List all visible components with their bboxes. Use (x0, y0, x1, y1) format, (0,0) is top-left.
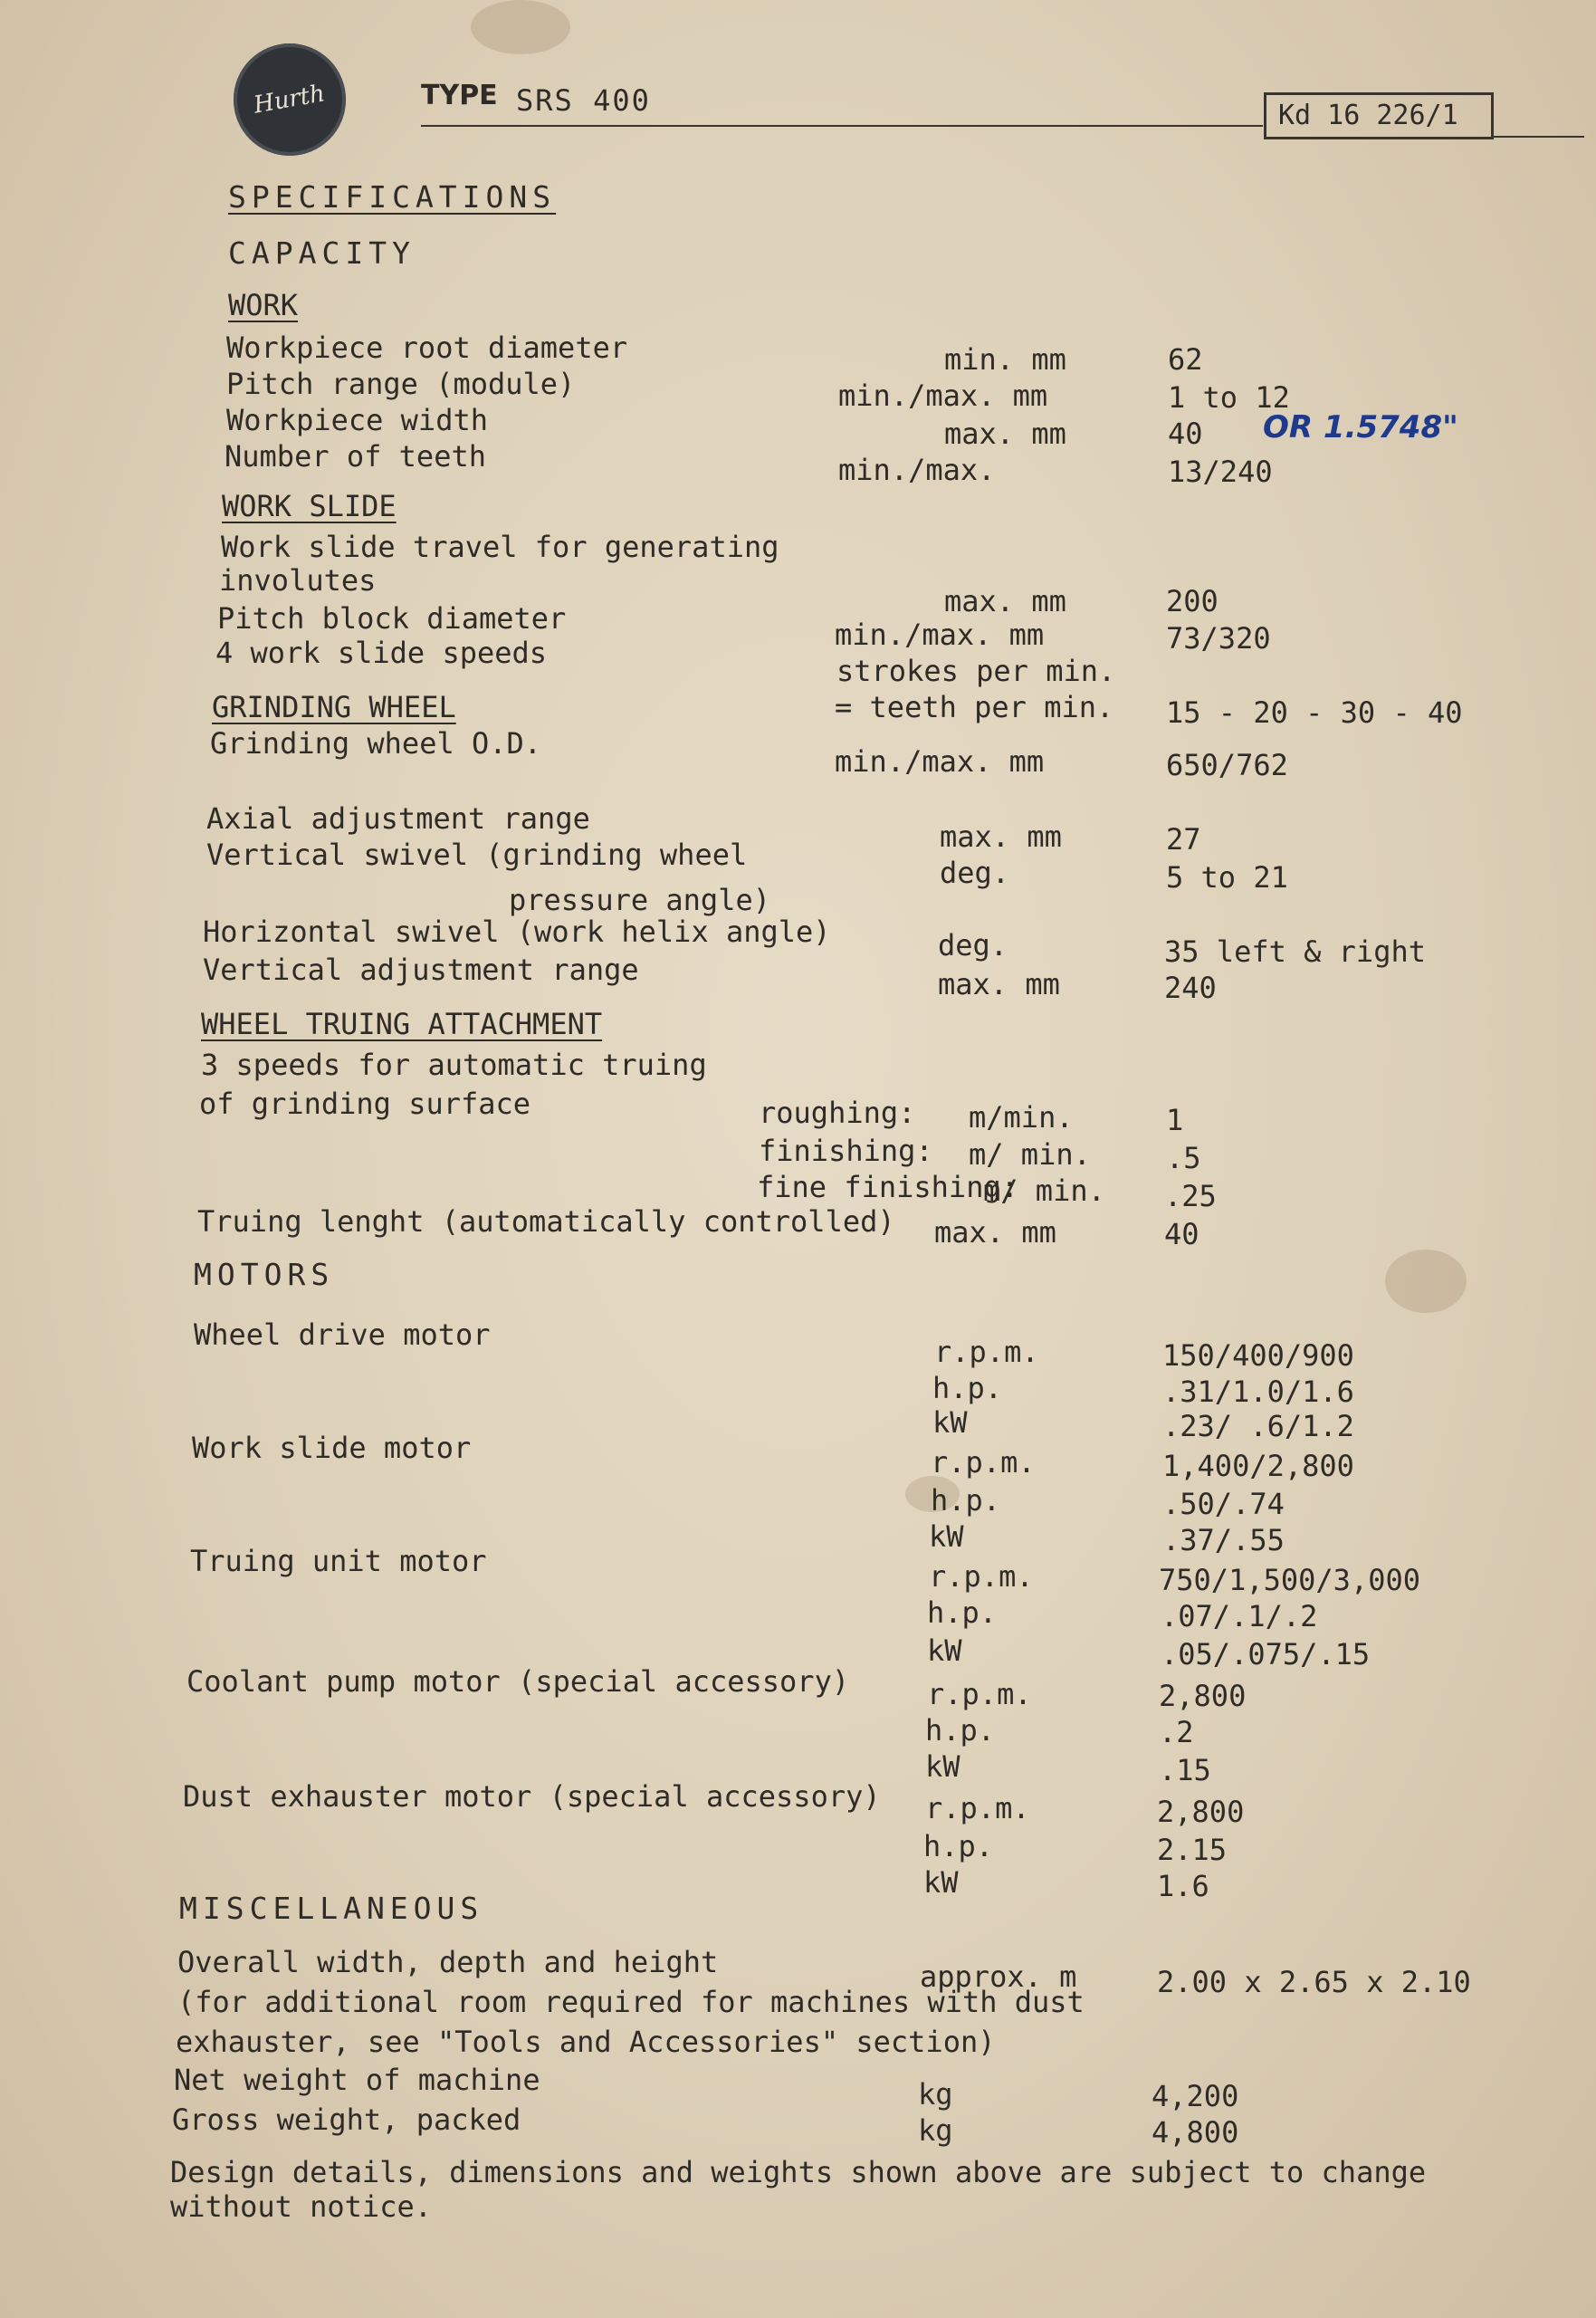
work-slide-kw-unit: kW (929, 1519, 964, 1554)
coolant-kw-unit: kW (925, 1749, 960, 1784)
pitch-range-label: Pitch range (module) (226, 367, 576, 401)
slide-speeds-label: 4 work slide speeds (215, 636, 548, 670)
overall-note-2: exhauster, see "Tools and Accessories" section) (176, 2025, 996, 2059)
gross-weight-label: Gross weight, packed (172, 2102, 521, 2137)
dust-exhauster-motor-label: Dust exhauster motor (special accessory) (183, 1779, 881, 1814)
coolant-rpm-unit: r.p.m. (927, 1677, 1032, 1711)
fine-finishing-unit: m/ min. (983, 1173, 1105, 1208)
vertical-adjustment-value: 240 (1164, 971, 1217, 1005)
horizontal-swivel-unit: deg. (938, 928, 1008, 963)
dust-rpm-value: 2,800 (1157, 1795, 1245, 1829)
wheel-drive-rpm-unit: r.p.m. (934, 1335, 1039, 1369)
gross-weight-value: 4,800 (1152, 2115, 1239, 2150)
stain (471, 0, 570, 54)
type-value: SRS 400 (516, 83, 651, 118)
finishing-label: finishing: (759, 1134, 933, 1168)
vertical-adjustment-unit: max. mm (938, 967, 1060, 1001)
truing-unit-hp-value: .07/.1/.2 (1161, 1599, 1318, 1633)
pitch-block-value: 73/320 (1166, 621, 1271, 656)
truing-length-unit: max. mm (934, 1215, 1056, 1250)
dust-hp-value: 2.15 (1157, 1833, 1228, 1867)
teeth-label: Number of teeth (225, 439, 486, 474)
type-label: TYPE (421, 80, 498, 111)
workpiece-width-value: 40 (1168, 417, 1203, 451)
workpiece-width-label: Workpiece width (226, 403, 488, 437)
vertical-swivel-label-1: Vertical swivel (grinding wheel (206, 838, 748, 872)
truing-unit-kw-unit: kW (927, 1633, 962, 1668)
wheel-drive-kw-value: .23/ .6/1.2 (1162, 1409, 1354, 1443)
finishing-unit: m/ min. (969, 1137, 1091, 1172)
truing-label-2: of grinding surface (199, 1087, 531, 1121)
truing-heading: WHEEL TRUING ATTACHMENT (201, 1007, 603, 1041)
wheel-drive-hp-value: .31/1.0/1.6 (1162, 1375, 1354, 1409)
wheel-od-unit: min./max. mm (835, 744, 1045, 779)
work-slide-rpm-unit: r.p.m. (931, 1445, 1036, 1480)
fine-finishing-label: fine finishing: (757, 1170, 1018, 1204)
work-slide-hp-value: .50/.74 (1162, 1487, 1285, 1521)
motors-heading: MOTORS (194, 1257, 335, 1292)
overall-dimensions-value: 2.00 x 2.65 x 2.10 (1157, 1965, 1471, 1999)
wheel-od-value: 650/762 (1166, 748, 1288, 782)
work-slide-motor-label: Work slide motor (192, 1431, 472, 1465)
slide-speeds-unit-1: strokes per min. (836, 654, 1116, 688)
wheel-od-label: Grinding wheel O.D. (210, 726, 542, 761)
truing-label-1: 3 speeds for automatic truing (201, 1048, 707, 1082)
axial-adjustment-value: 27 (1166, 822, 1201, 857)
wheel-drive-rpm-value: 150/400/900 (1162, 1338, 1354, 1373)
vertical-swivel-unit: deg. (940, 856, 1010, 890)
coolant-hp-value: .2 (1159, 1715, 1194, 1749)
overall-note-1: (for additional room required for machines with dust (177, 1985, 1085, 2019)
slide-speeds-value: 15 - 20 - 30 - 40 (1166, 695, 1463, 730)
roughing-label: roughing: (759, 1096, 916, 1130)
specifications-title: SPECIFICATIONS (228, 179, 557, 215)
handwritten-note: OR 1.5748" (1263, 409, 1458, 445)
dust-kw-unit: kW (923, 1865, 959, 1900)
work-slide-rpm-value: 1,400/2,800 (1162, 1449, 1354, 1483)
header-rule (421, 125, 1263, 127)
slide-travel-label-2: involutes (219, 563, 377, 598)
miscellaneous-heading: MISCELLANEOUS (179, 1891, 484, 1926)
horizontal-swivel-value: 35 left & right (1164, 934, 1426, 969)
net-weight-unit: kg (918, 2077, 953, 2112)
teeth-unit: min./max. (838, 453, 996, 487)
slide-travel-label-1: Work slide travel for generating (221, 530, 779, 564)
dust-kw-value: 1.6 (1157, 1869, 1209, 1903)
wheel-drive-motor-label: Wheel drive motor (194, 1317, 491, 1352)
dust-rpm-unit: r.p.m. (925, 1791, 1030, 1825)
truing-length-value: 40 (1164, 1217, 1199, 1251)
truing-unit-rpm-value: 750/1,500/3,000 (1159, 1563, 1420, 1597)
pitch-range-unit: min./max. mm (838, 378, 1048, 413)
net-weight-label: Net weight of machine (174, 2063, 540, 2097)
horizontal-swivel-label: Horizontal swivel (work helix angle) (203, 915, 831, 949)
vertical-swivel-label-2: pressure angle) (509, 883, 770, 917)
root-diameter-value: 62 (1168, 342, 1203, 377)
work-slide-heading: WORK SLIDE (222, 489, 397, 523)
pitch-block-label: Pitch block diameter (217, 601, 567, 636)
roughing-unit: m/min. (969, 1100, 1074, 1135)
work-slide-kw-value: .37/.55 (1162, 1523, 1285, 1557)
footer-note-2: without notice. (170, 2189, 432, 2224)
finishing-value: .5 (1166, 1141, 1201, 1175)
coolant-hp-unit: h.p. (925, 1713, 996, 1748)
workpiece-width-unit: max. mm (944, 417, 1066, 451)
logo-text: Hurth (252, 80, 328, 120)
roughing-value: 1 (1166, 1103, 1184, 1137)
dust-hp-unit: h.p. (923, 1829, 994, 1863)
coolant-pump-motor-label: Coolant pump motor (special accessory) (186, 1664, 850, 1699)
work-heading: WORK (228, 288, 299, 322)
grinding-wheel-heading: GRINDING WHEEL (212, 690, 456, 724)
truing-length-label: Truing lenght (automatically controlled) (197, 1204, 895, 1239)
net-weight-value: 4,200 (1152, 2079, 1239, 2113)
document-number: Kd 16 226/1 (1278, 100, 1458, 131)
truing-unit-rpm-unit: r.p.m. (929, 1559, 1034, 1594)
header-rule-right (1494, 136, 1584, 138)
truing-unit-motor-label: Truing unit motor (190, 1544, 487, 1578)
wheel-drive-hp-unit: h.p. (932, 1371, 1003, 1405)
slide-speeds-unit-2: = teeth per min. (835, 690, 1114, 724)
vertical-swivel-value: 5 to 21 (1166, 860, 1288, 895)
stain (1385, 1250, 1467, 1313)
truing-unit-hp-unit: h.p. (927, 1595, 998, 1630)
axial-adjustment-label: Axial adjustment range (206, 801, 590, 836)
brand-logo (234, 43, 346, 156)
pitch-block-unit: min./max. mm (835, 618, 1045, 652)
root-diameter-label: Workpiece root diameter (226, 330, 628, 365)
root-diameter-unit: min. mm (944, 342, 1066, 377)
wheel-drive-kw-unit: kW (932, 1405, 968, 1440)
slide-travel-value: 200 (1166, 584, 1219, 618)
truing-unit-kw-value: .05/.075/.15 (1161, 1637, 1371, 1671)
axial-adjustment-unit: max. mm (940, 819, 1062, 854)
work-slide-hp-unit: h.p. (931, 1483, 1001, 1518)
capacity-title: CAPACITY (228, 235, 416, 271)
gross-weight-unit: kg (918, 2113, 953, 2148)
fine-finishing-value: .25 (1164, 1179, 1217, 1213)
slide-travel-unit: max. mm (944, 584, 1066, 618)
pitch-range-value: 1 to 12 (1168, 380, 1290, 415)
teeth-value: 13/240 (1168, 455, 1273, 489)
coolant-kw-value: .15 (1159, 1753, 1211, 1787)
overall-dimensions-label: Overall width, depth and height (177, 1945, 719, 1979)
vertical-adjustment-label: Vertical adjustment range (203, 953, 639, 987)
coolant-rpm-value: 2,800 (1159, 1679, 1247, 1713)
footer-note-1: Design details, dimensions and weights shown above are subject to change (170, 2155, 1427, 2189)
overall-dimensions-unit: approx. m (920, 1959, 1077, 1994)
